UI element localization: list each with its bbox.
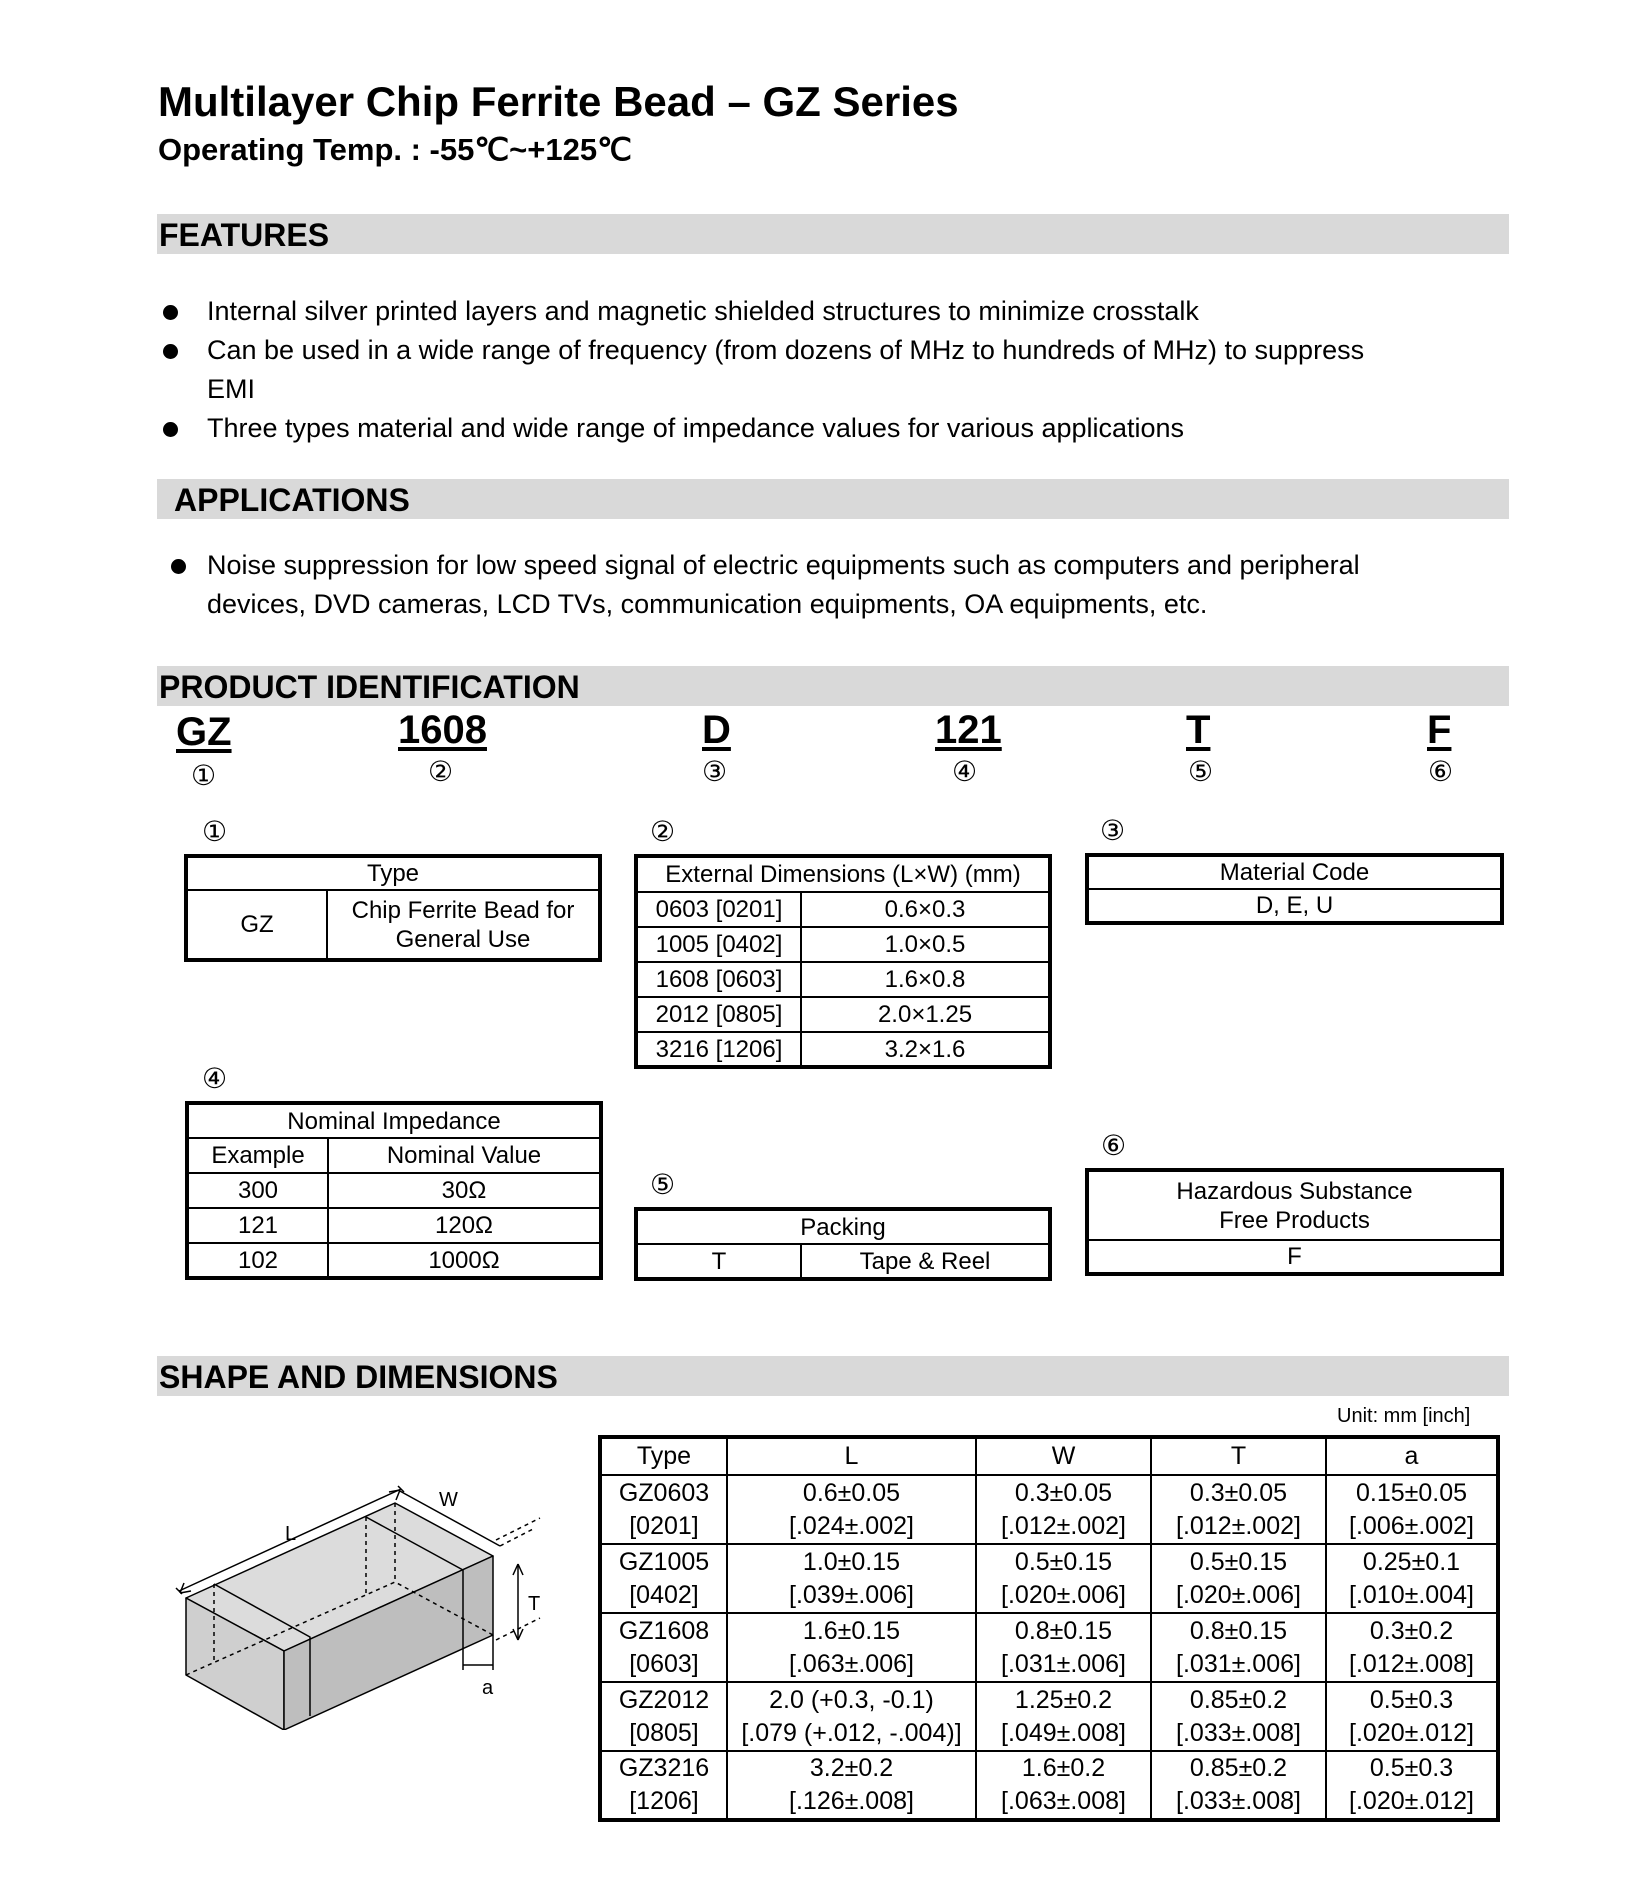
application-line: devices, DVD cameras, LCD TVs, communication equipments, OA equipments, etc. [207,589,1208,619]
cell-line: 0.3±0.05 [1189,1478,1288,1507]
cell-line: 1.6±0.2 [1021,1754,1106,1782]
cell-line: [0603] [629,1649,699,1678]
code-part-number: ① [191,759,217,792]
product-id-heading: PRODUCT IDENTIFICATION [159,669,580,705]
l-cell [727,1544,976,1613]
feature-item-continuation: EMI [207,374,256,404]
type-cell [600,1751,727,1820]
dim-value-cell: 3.2×1.6 [801,1032,1050,1067]
shape-section-bar [157,1356,1509,1396]
cell-line: GZ3216 [618,1754,710,1782]
unit-label: Unit: mm [inch] [1337,1405,1471,1427]
table-row [600,1544,1498,1613]
column-header: L [727,1437,976,1475]
dim-size-cell: 1005 [0402] [636,927,801,962]
code-part-type: GZ [176,710,232,754]
shape-dimensions-table [598,1435,1500,1822]
dim-value-cell: 2.0×1.25 [801,997,1050,1032]
hazard-value-cell: F [1087,1240,1502,1274]
code-part-number: ② [428,755,454,788]
code-part-number: ③ [702,755,728,788]
cell-line: [.063±.008] [1001,1787,1126,1815]
features-heading: FEATURES [159,217,330,253]
table-row [636,927,1050,962]
code-part-number: ⑥ [1428,755,1454,788]
dim-size-cell: 2012 [0805] [636,997,801,1032]
shape-heading: SHAPE AND DIMENSIONS [159,1359,558,1395]
hazard-header-line: Hazardous Substance [1176,1177,1413,1205]
cell-line: [.033±.008] [1176,1718,1301,1747]
packing-table-number: ⑤ [650,1168,676,1201]
dim-table-header: External Dimensions (L×W) (mm) [636,856,1050,892]
a-cell [1326,1613,1498,1682]
cell-line: [.039±.006] [789,1580,914,1609]
cell-line: [.012±.002] [1176,1511,1301,1540]
a-cell [1326,1682,1498,1751]
code-part-dimensions: 1608 [398,708,487,752]
operating-temp: Operating Temp. : -55℃~+125℃ [158,132,632,167]
bullet-icon [171,559,186,574]
cell-line: GZ1005 [618,1547,710,1576]
extension-line [500,1528,535,1546]
packing-table-header: Packing [636,1209,1050,1244]
table-row [187,1208,601,1243]
t-cell [1151,1475,1326,1544]
w-cell [976,1613,1151,1682]
w-cell [976,1544,1151,1613]
code-part-number: ⑤ [1188,755,1214,788]
hazardous-substance-table [1085,1168,1504,1276]
page-title: Multilayer Chip Ferrite Bead – GZ Series [158,78,959,125]
w-cell [976,1475,1151,1544]
cell-line: [.006±.002] [1349,1511,1474,1540]
cell-line: 0.85±0.2 [1189,1754,1288,1782]
cell-line: [.012±.008] [1349,1649,1474,1678]
table-row [636,1032,1050,1067]
cell-line: [.063±.006] [789,1649,914,1678]
t-cell [1151,1544,1326,1613]
type-code-cell: GZ [186,890,327,960]
code-part-number: ④ [952,755,978,788]
cell-line: 0.3±0.05 [1014,1478,1113,1507]
bullet-icon [163,422,178,437]
hazard-table-header [1087,1170,1502,1240]
dim-value-cell: 0.6×0.3 [801,892,1050,927]
column-header: a [1326,1437,1498,1475]
impedance-value-cell: 30Ω [328,1173,601,1208]
material-value-cell: D, E, U [1087,889,1502,923]
l-cell [727,1682,976,1751]
dim-size-cell: 0603 [0201] [636,892,801,927]
dim-value-cell: 1.0×0.5 [801,927,1050,962]
cell-line: [.010±.004] [1349,1580,1474,1609]
cell-line: 1.25±0.2 [1014,1685,1113,1714]
dim-table-number: ② [650,815,676,848]
feature-item: Three types material and wide range of impedance values for various applications [207,413,1185,443]
cell-line: [.020±.012] [1349,1718,1474,1747]
cell-line: [.012±.002] [1001,1511,1126,1540]
cell-line: 0.5±0.3 [1369,1685,1454,1714]
cell-line: [.020±.012] [1349,1787,1474,1815]
feature-item: Can be used in a wide range of frequency (from dozens of MHz to hundreds of MHz) to suppress [207,335,1365,365]
cell-line: [.020±.006] [1176,1580,1301,1609]
bullet-icon [163,344,178,359]
t-cell [1151,1751,1326,1820]
dim-size-cell: 1608 [0603] [636,962,801,997]
applications-heading: APPLICATIONS [174,482,410,518]
application-line: Noise suppression for low speed signal of electric equipments such as computers and peripheral [207,550,1360,580]
cell-line: 0.25±0.1 [1362,1547,1461,1576]
table-row [600,1682,1498,1751]
cell-line: [0402] [629,1580,699,1609]
type-desc-cell [327,890,600,960]
cell-line: 0.8±0.15 [1189,1616,1288,1645]
dim-size-cell: 3216 [1206] [636,1032,801,1067]
cell-line: 0.15±0.05 [1355,1478,1468,1507]
cell-line: [.049±.008] [1001,1718,1126,1747]
cell-line: [.031±.006] [1001,1649,1126,1678]
material-table-number: ③ [1100,814,1126,847]
type-cell [600,1544,727,1613]
applications-section-bar [157,479,1509,519]
type-desc-line: General Use [395,925,531,953]
impedance-value-cell: 120Ω [328,1208,601,1243]
feature-item: Internal silver printed layers and magnetic shielded structures to minimize crosstalk [207,296,1199,326]
type-table [184,854,602,962]
a-cell [1326,1475,1498,1544]
cell-line: GZ0603 [618,1478,710,1507]
bullet-icon [163,305,178,320]
cell-line: [.033±.008] [1176,1787,1301,1815]
cell-line: 0.5±0.3 [1369,1754,1454,1782]
table-row [636,962,1050,997]
a-cell [1326,1751,1498,1820]
material-code-table [1085,853,1504,925]
table-row [187,1243,601,1278]
cell-line: [0805] [629,1718,699,1747]
cell-line: [1206] [629,1787,699,1815]
code-part-material: D [702,708,731,752]
cell-line: 1.0±0.15 [802,1547,901,1576]
column-header: W [976,1437,1151,1475]
cell-line: [.031±.006] [1176,1649,1301,1678]
packing-table [634,1207,1052,1281]
table-row [600,1751,1498,1820]
material-table-header: Material Code [1087,855,1502,889]
table-row [187,1173,601,1208]
label-l: L [285,1523,297,1545]
external-dimensions-table [634,854,1052,1069]
t-cell [1151,1682,1326,1751]
type-desc-line: Chip Ferrite Bead for [351,896,575,924]
packing-value-cell: Tape & Reel [801,1244,1050,1279]
table-row [636,997,1050,1032]
dim-value-cell: 1.6×0.8 [801,962,1050,997]
impedance-example-cell: 102 [187,1243,328,1278]
product-id-section-bar [157,666,1509,706]
a-cell [1326,1544,1498,1613]
column-header: Type [600,1437,727,1475]
cell-line: [.020±.006] [1001,1580,1126,1609]
table-row [600,1475,1498,1544]
type-cell [600,1475,727,1544]
packing-code-cell: T [636,1244,801,1279]
cell-line: GZ1608 [618,1616,710,1645]
hazard-header-line: Free Products [1219,1206,1370,1234]
impedance-col-header: Example [187,1138,328,1173]
label-t: T [528,1593,541,1615]
cell-line: 2.0 (+0.3, -0.1) [769,1685,934,1714]
t-cell [1151,1613,1326,1682]
impedance-value-cell: 1000Ω [328,1243,601,1278]
column-header: T [1151,1437,1326,1475]
cell-line: 0.5±0.15 [1189,1547,1288,1576]
cell-line: 0.3±0.2 [1369,1616,1454,1645]
cell-line: 0.8±0.15 [1014,1616,1113,1645]
cell-line: 3.2±0.2 [809,1754,894,1782]
features-section-bar [157,214,1509,254]
cell-line: [.024±.002] [789,1511,914,1540]
cell-line: GZ2012 [618,1685,710,1714]
w-cell [976,1751,1151,1820]
l-cell [727,1751,976,1820]
type-table-header: Type [186,856,600,890]
chip-dimension-diagram [170,1460,570,1730]
label-w: W [439,1489,458,1511]
table-row [636,892,1050,927]
l-cell [727,1475,976,1544]
cell-line: 0.5±0.15 [1014,1547,1113,1576]
cell-line: 0.85±0.2 [1189,1685,1288,1714]
hazard-table-number: ⑥ [1101,1129,1127,1162]
impedance-table-number: ④ [202,1062,228,1095]
cell-line: [.079 (+.012, -.004)] [741,1718,962,1747]
type-cell [600,1682,727,1751]
cell-line: 0.6±0.05 [802,1478,901,1507]
code-part-packing: T [1186,708,1211,752]
w-cell [976,1682,1151,1751]
code-part-impedance: 121 [935,708,1002,752]
impedance-col-header: Nominal Value [328,1138,601,1173]
nominal-impedance-table [185,1101,603,1280]
impedance-table-header: Nominal Impedance [187,1103,601,1138]
type-table-number: ① [202,815,228,848]
label-a: a [482,1677,494,1699]
cell-line: [.126±.008] [789,1787,914,1815]
impedance-example-cell: 300 [187,1173,328,1208]
impedance-example-cell: 121 [187,1208,328,1243]
code-part-hazard-free: F [1427,708,1452,752]
cell-line: 1.6±0.15 [802,1616,901,1645]
type-cell [600,1613,727,1682]
table-row [600,1613,1498,1682]
cell-line: [0201] [629,1511,699,1540]
l-cell [727,1613,976,1682]
